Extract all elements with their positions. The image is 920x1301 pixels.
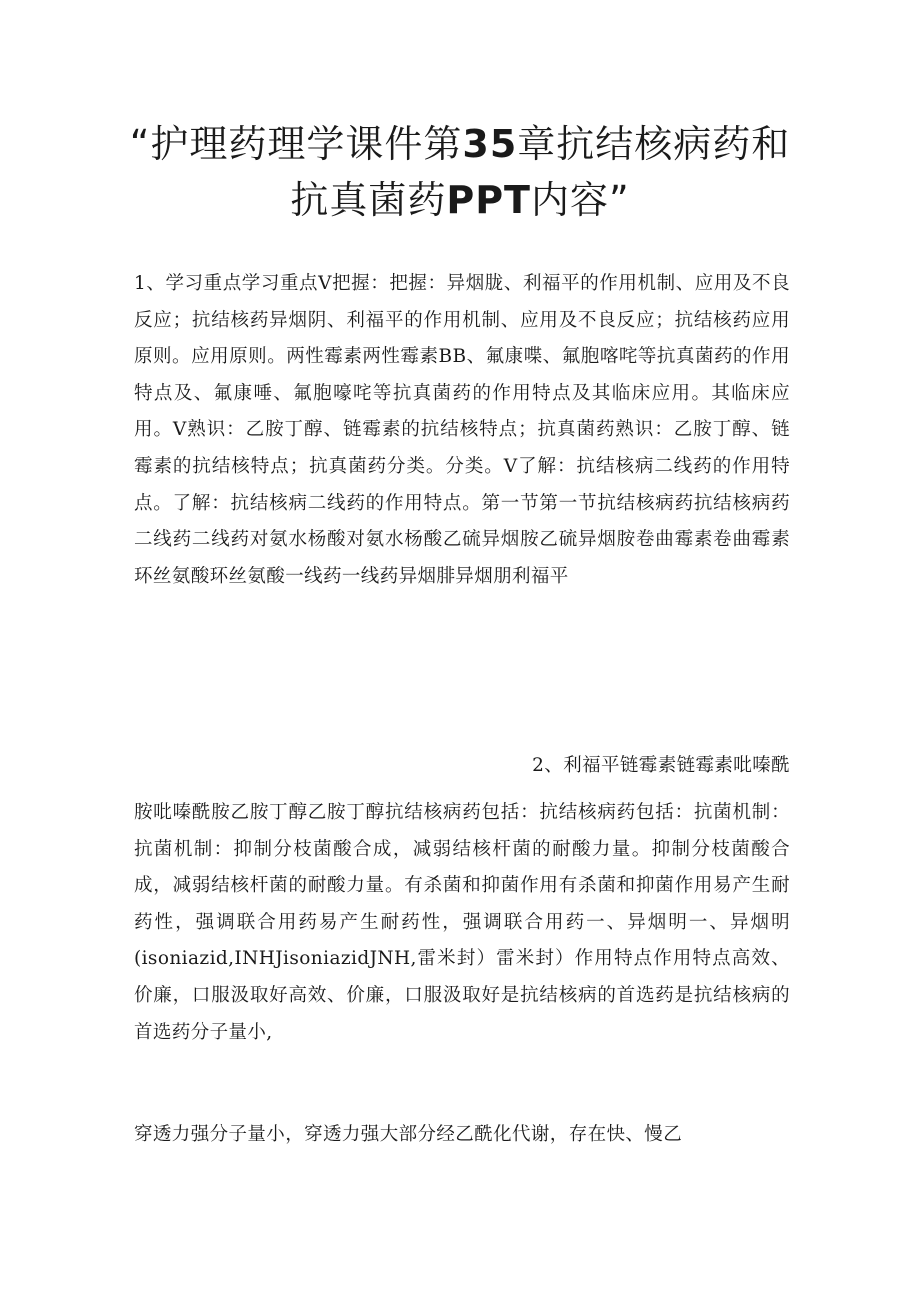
paragraph-1: 1、学习重点学习重点V把握：把握：异烟胧、利福平的作用机制、应用及不良反应；抗结核药异烟阴、利福平的作用机制、应用及不良反应；抗结核药应用原则。应用原则。两性霉素两性霉素BB、氟康喋、氟胞喀咤等抗真菌药的作用特点及、氟康唾、氟胞嚎咤等抗真菌药的作用特点及其临床应用。其临床应用。V熟识：乙胺丁醇、链霉素的抗结核特点；抗真菌药熟识：乙胺丁醇、链霉素的抗结核特点；抗真菌药分类。分类。V了解：抗结核病二线药的作用特点。了解：抗结核病二线药的作用特点。第一节第一节抗结核病药抗结核病药二线药二线药对氨水杨酸对氨水杨酸乙硫异烟胺乙硫异烟胺卷曲霉素卷曲霉素环丝氨酸环丝氨酸一线药一线药异烟腓异烟朋利福平 xyxy=(134,273,790,587)
title-end: 内容” xyxy=(530,178,630,222)
paragraph-2: 胺吡嗪酰胺乙胺丁醇乙胺丁醇抗结核病药包括：抗结核病药包括：抗菌机制：抗菌机制：抑制分枝菌酸合成，减弱结核杆菌的耐酸力量。抑制分枝菌酸合成，减弱结核杆菌的耐酸力量。有杀菌和抑菌作用有杀菌和抑菌作用易产生耐药性，强调联合用药易产生耐药性，强调联合用药一、异烟明一、异烟明(isoniazid,INHJisoniazidJNH,雷米封）雷米封）作用特点作用特点高效、价廉，口服汲取好高效、价廉，口服汲取好是抗结核病的首选药是抗结核病的首选药分子量小, xyxy=(134,802,790,1043)
title-prefix: “护理药理学课件第 xyxy=(129,122,463,166)
paragraph-3: 穿透力强分子量小，穿透力强大部分经乙酰化代谢，存在快、慢乙 xyxy=(134,1124,683,1145)
document-title xyxy=(120,116,800,228)
title-chapter-number: 35 xyxy=(462,122,518,166)
paragraph-2-lead: 2、利福平链霉素链霉素吡嗪酰 xyxy=(532,755,790,776)
title-ppt: PPT xyxy=(446,178,531,222)
title-suffix: 章抗结核病药和抗真菌药 xyxy=(290,122,791,222)
